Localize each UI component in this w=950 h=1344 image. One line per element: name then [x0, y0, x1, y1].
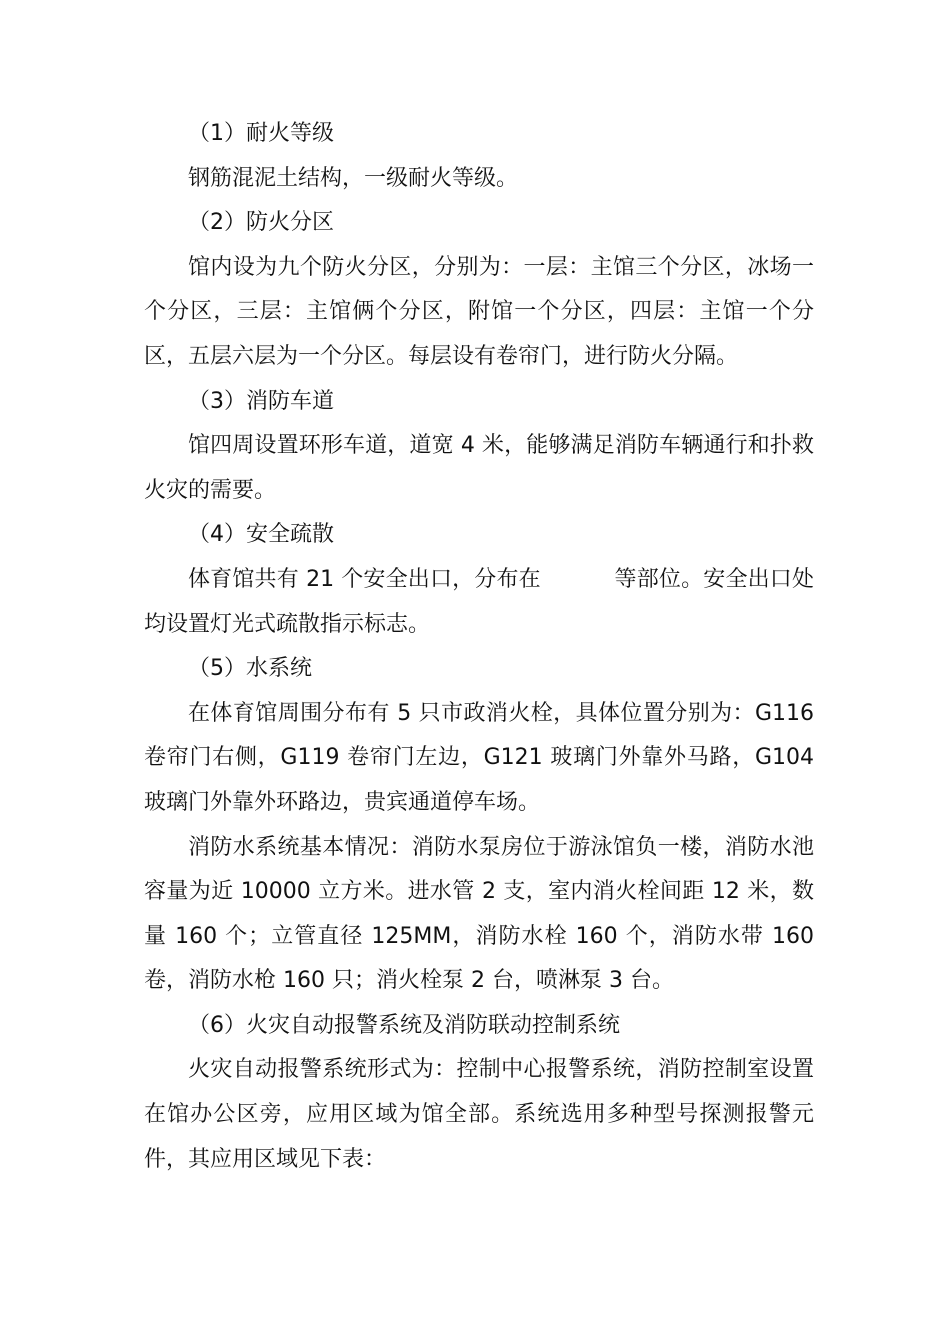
paragraph-water-system: 消防水系统基本情况：消防水泵房位于游泳馆负一楼，消防水池容量为近 10000 立方米。进水管 2 支，室内消火栓间距 12 米，数量 160 个；立管直径 125MM，消防水栓 160 个，消防水带 160 卷，消防水枪 160 只；消火栓泵 2 台，喷淋泵 3 台。 — [144, 834, 814, 994]
section-heading-fire-zones: （2）防火分区 — [188, 210, 334, 236]
document-body — [144, 112, 814, 1182]
paragraph-fire-zones: 馆内设为九个防火分区，分别为：一层：主馆三个分区，冰场一个分区，三层：主馆俩个分区，附馆一个分区，四层：主馆一个分区，五层六层为一个分区。每层设有卷帘门，进行防火分隔。 — [144, 254, 814, 369]
paragraph-fire-rating: 钢筋混泥土结构，一级耐火等级。 — [188, 165, 519, 191]
paragraph-hydrants: 在体育馆周围分布有 5 只市政消火栓，具体位置分别为：G116 卷帘门右侧，G119 卷帘门左边，G121 玻璃门外靠外马路，G104 玻璃门外靠外环路边，贵宾通道停车场。 — [144, 700, 814, 815]
paragraph-alarm-system: 火灾自动报警系统形式为：控制中心报警系统，消防控制室设置在馆办公区旁，应用区域为馆全部。系统选用多种型号探测报警元件，其应用区域见下表： — [144, 1057, 814, 1172]
paragraph-evacuation: 体育馆共有 21 个安全出口，分布在 等部位。安全出口处均设置灯光式疏散指示标志。 — [144, 566, 814, 637]
section-heading-evacuation: （4）安全疏散 — [188, 522, 334, 548]
paragraph-fire-lanes: 馆四周设置环形车道，道宽 4 米，能够满足消防车辆通行和扑救火灾的需要。 — [144, 433, 814, 503]
section-heading-water-system: （5）水系统 — [188, 656, 312, 682]
section-heading-alarm-system: （6）火灾自动报警系统及消防联动控制系统 — [188, 1012, 620, 1038]
section-heading-fire-rating: （1）耐火等级 — [188, 121, 334, 146]
section-heading-fire-lanes: （3）消防车道 — [188, 388, 334, 414]
